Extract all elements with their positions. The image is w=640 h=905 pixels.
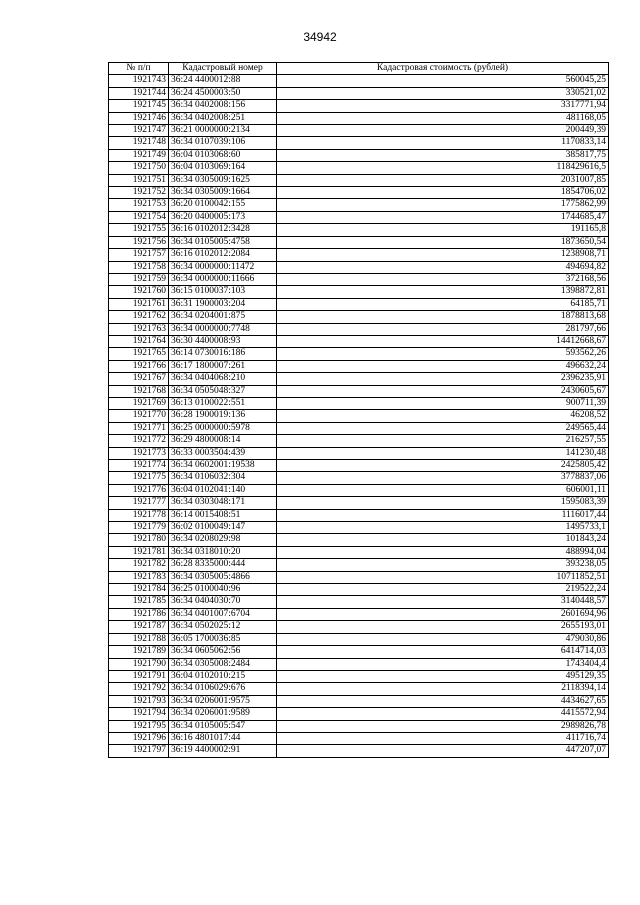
cadastral-number: 36:34 0305009:1664 — [169, 187, 277, 199]
cadastral-number: 36:34 0305005:4866 — [169, 571, 277, 583]
cadastral-number: 36:13 0100022:551 — [169, 397, 277, 409]
cadastral-value: 2118394,14 — [277, 683, 609, 695]
table-row — [109, 708, 609, 720]
table-row — [109, 410, 609, 422]
cadastral-value-table — [108, 62, 609, 758]
cadastral-value: 6414714,03 — [277, 646, 609, 658]
table-row — [109, 335, 609, 347]
table-row — [109, 249, 609, 261]
row-number: 1921766 — [109, 360, 169, 372]
cadastral-number: 36:34 0502025:12 — [169, 621, 277, 633]
row-number: 1921762 — [109, 311, 169, 323]
cadastral-number: 36:17 1800007:261 — [169, 360, 277, 372]
table-row — [109, 596, 609, 608]
row-number: 1921783 — [109, 571, 169, 583]
cadastral-value: 1775862,99 — [277, 199, 609, 211]
row-number: 1921743 — [109, 75, 169, 87]
row-number: 1921745 — [109, 100, 169, 112]
cadastral-number: 36:34 0303048:171 — [169, 497, 277, 509]
cadastral-value: 191165,8 — [277, 224, 609, 236]
cadastral-number: 36:34 0402008:156 — [169, 100, 277, 112]
row-number: 1921791 — [109, 670, 169, 682]
table-row — [109, 460, 609, 472]
table-row — [109, 546, 609, 558]
cadastral-value: 141230,48 — [277, 447, 609, 459]
cadastral-number: 36:14 0015408:51 — [169, 509, 277, 521]
table-row — [109, 447, 609, 459]
cadastral-value: 481168,05 — [277, 112, 609, 124]
cadastral-number: 36:28 8335000:444 — [169, 559, 277, 571]
cadastral-number: 36:34 0106029:676 — [169, 683, 277, 695]
table-row — [109, 236, 609, 248]
cadastral-value: 14412668,67 — [277, 335, 609, 347]
cadastral-value: 606001,11 — [277, 484, 609, 496]
cadastral-value: 3317771,94 — [277, 100, 609, 112]
table-row — [109, 732, 609, 744]
table-row — [109, 100, 609, 112]
row-number: 1921769 — [109, 397, 169, 409]
row-number: 1921753 — [109, 199, 169, 211]
cadastral-value: 2396235,91 — [277, 373, 609, 385]
cadastral-number: 36:16 0102012:3428 — [169, 224, 277, 236]
cadastral-number: 36:02 0100049:147 — [169, 522, 277, 534]
table-row — [109, 522, 609, 534]
row-number: 1921786 — [109, 608, 169, 620]
table-row — [109, 534, 609, 546]
row-number: 1921749 — [109, 149, 169, 161]
cadastral-number: 36:34 0000000:11666 — [169, 273, 277, 285]
cadastral-value: 1744685,47 — [277, 211, 609, 223]
cadastral-value: 2655193,01 — [277, 621, 609, 633]
table-row — [109, 261, 609, 273]
cadastral-value: 560045,25 — [277, 75, 609, 87]
row-number: 1921760 — [109, 286, 169, 298]
cadastral-number: 36:34 0404068:210 — [169, 373, 277, 385]
cadastral-value: 216257,55 — [277, 435, 609, 447]
row-number: 1921795 — [109, 720, 169, 732]
table-row — [109, 646, 609, 658]
column-header-cadastral-value: Кадастровая стоимость (рублей) — [277, 63, 609, 75]
table-row — [109, 286, 609, 298]
row-number: 1921777 — [109, 497, 169, 509]
row-number: 1921746 — [109, 112, 169, 124]
cadastral-number: 36:21 0000000:2134 — [169, 125, 277, 137]
row-number: 1921781 — [109, 546, 169, 558]
cadastral-value: 1170833,14 — [277, 137, 609, 149]
row-number: 1921779 — [109, 522, 169, 534]
cadastral-value: 1116017,44 — [277, 509, 609, 521]
table-row — [109, 348, 609, 360]
row-number: 1921755 — [109, 224, 169, 236]
table-row — [109, 211, 609, 223]
cadastral-value: 385817,75 — [277, 149, 609, 161]
table-row — [109, 584, 609, 596]
cadastral-value: 2425805,42 — [277, 460, 609, 472]
cadastral-value: 1595083,39 — [277, 497, 609, 509]
cadastral-number: 36:28 1900019:136 — [169, 410, 277, 422]
table-row — [109, 422, 609, 434]
cadastral-number: 36:20 0400005:173 — [169, 211, 277, 223]
cadastral-number: 36:34 0505048:327 — [169, 385, 277, 397]
row-number: 1921792 — [109, 683, 169, 695]
table-row — [109, 87, 609, 99]
cadastral-number: 36:33 0003504:439 — [169, 447, 277, 459]
table-row — [109, 397, 609, 409]
cadastral-value: 2430605,67 — [277, 385, 609, 397]
row-number: 1921787 — [109, 621, 169, 633]
table-row — [109, 385, 609, 397]
cadastral-number: 36:34 0107039:106 — [169, 137, 277, 149]
row-number: 1921793 — [109, 695, 169, 707]
row-number: 1921776 — [109, 484, 169, 496]
cadastral-number: 36:04 0102010:215 — [169, 670, 277, 682]
row-number: 1921796 — [109, 732, 169, 744]
cadastral-number: 36:30 4400008:93 — [169, 335, 277, 347]
column-header-number: № п/п — [109, 63, 169, 75]
table-row — [109, 509, 609, 521]
row-number: 1921797 — [109, 745, 169, 757]
cadastral-number: 36:16 0102012:2084 — [169, 249, 277, 261]
table-row — [109, 224, 609, 236]
row-number: 1921758 — [109, 261, 169, 273]
cadastral-value: 1398872,81 — [277, 286, 609, 298]
table-row — [109, 484, 609, 496]
table-row — [109, 149, 609, 161]
table-row — [109, 137, 609, 149]
row-number: 1921773 — [109, 447, 169, 459]
cadastral-number: 36:04 0103068:60 — [169, 149, 277, 161]
table-row — [109, 658, 609, 670]
table-row — [109, 435, 609, 447]
cadastral-number: 36:34 0305009:1625 — [169, 174, 277, 186]
row-number: 1921788 — [109, 633, 169, 645]
cadastral-value: 101843,24 — [277, 534, 609, 546]
cadastral-number: 36:31 1900003:204 — [169, 298, 277, 310]
cadastral-value: 3140448,57 — [277, 596, 609, 608]
cadastral-value: 393238,05 — [277, 559, 609, 571]
cadastral-number: 36:19 4400002:91 — [169, 745, 277, 757]
cadastral-number: 36:29 4800008:14 — [169, 435, 277, 447]
cadastral-value: 2989826,78 — [277, 720, 609, 732]
cadastral-number: 36:34 0105005:547 — [169, 720, 277, 732]
table-row — [109, 373, 609, 385]
table-row — [109, 683, 609, 695]
table-row — [109, 187, 609, 199]
cadastral-number: 36:34 0206001:9589 — [169, 708, 277, 720]
row-number: 1921780 — [109, 534, 169, 546]
row-number: 1921759 — [109, 273, 169, 285]
cadastral-number: 36:24 4400012:88 — [169, 75, 277, 87]
table-row — [109, 75, 609, 87]
cadastral-number: 36:20 0100042:155 — [169, 199, 277, 211]
row-number: 1921752 — [109, 187, 169, 199]
cadastral-value: 200449,39 — [277, 125, 609, 137]
table-row — [109, 720, 609, 732]
row-number: 1921790 — [109, 658, 169, 670]
cadastral-value: 496632,24 — [277, 360, 609, 372]
cadastral-value: 447207,07 — [277, 745, 609, 757]
cadastral-value: 1743404,4 — [277, 658, 609, 670]
cadastral-value: 118429616,5 — [277, 162, 609, 174]
page-number: 34942 — [303, 30, 337, 44]
row-number: 1921756 — [109, 236, 169, 248]
table-row — [109, 112, 609, 124]
cadastral-number: 36:24 4500003:50 — [169, 87, 277, 99]
table-row — [109, 670, 609, 682]
cadastral-value: 900711,39 — [277, 397, 609, 409]
cadastral-value: 10711852,51 — [277, 571, 609, 583]
row-number: 1921747 — [109, 125, 169, 137]
table-row — [109, 559, 609, 571]
table-row — [109, 162, 609, 174]
row-number: 1921765 — [109, 348, 169, 360]
cadastral-number: 36:14 0730016:186 — [169, 348, 277, 360]
cadastral-value: 1238908,71 — [277, 249, 609, 261]
table-row — [109, 311, 609, 323]
row-number: 1921772 — [109, 435, 169, 447]
table-row — [109, 695, 609, 707]
table-row — [109, 298, 609, 310]
cadastral-number: 36:34 0402008:251 — [169, 112, 277, 124]
row-number: 1921789 — [109, 646, 169, 658]
cadastral-value: 4434627,65 — [277, 695, 609, 707]
cadastral-value: 3778837,06 — [277, 472, 609, 484]
row-number: 1921784 — [109, 584, 169, 596]
cadastral-value: 488994,04 — [277, 546, 609, 558]
cadastral-number: 36:34 0000000:7748 — [169, 323, 277, 335]
table-row — [109, 571, 609, 583]
cadastral-value: 1495733,1 — [277, 522, 609, 534]
row-number: 1921763 — [109, 323, 169, 335]
cadastral-number: 36:34 0404030:70 — [169, 596, 277, 608]
row-number: 1921744 — [109, 87, 169, 99]
cadastral-number: 36:16 4801017:44 — [169, 732, 277, 744]
table-row — [109, 360, 609, 372]
table-row — [109, 323, 609, 335]
cadastral-number: 36:34 0204001:875 — [169, 311, 277, 323]
table-row — [109, 273, 609, 285]
cadastral-value: 46208,52 — [277, 410, 609, 422]
cadastral-value: 593562,26 — [277, 348, 609, 360]
cadastral-value: 2031007,85 — [277, 174, 609, 186]
cadastral-value: 1854706,02 — [277, 187, 609, 199]
row-number: 1921751 — [109, 174, 169, 186]
cadastral-number: 36:34 0206001:9575 — [169, 695, 277, 707]
cadastral-value: 1873650,54 — [277, 236, 609, 248]
cadastral-value: 219522,24 — [277, 584, 609, 596]
cadastral-value: 281797,66 — [277, 323, 609, 335]
cadastral-number: 36:34 0401007:6704 — [169, 608, 277, 620]
cadastral-number: 36:05 1700036:85 — [169, 633, 277, 645]
row-number: 1921771 — [109, 422, 169, 434]
table-header-row — [109, 63, 609, 75]
table-row — [109, 199, 609, 211]
cadastral-value: 495129,35 — [277, 670, 609, 682]
row-number: 1921775 — [109, 472, 169, 484]
cadastral-value: 494694,82 — [277, 261, 609, 273]
row-number: 1921778 — [109, 509, 169, 521]
table-row — [109, 608, 609, 620]
cadastral-number: 36:34 0305008:2484 — [169, 658, 277, 670]
cadastral-number: 36:34 0208029:98 — [169, 534, 277, 546]
cadastral-value: 249565,44 — [277, 422, 609, 434]
row-number: 1921768 — [109, 385, 169, 397]
cadastral-value: 2601694,96 — [277, 608, 609, 620]
row-number: 1921785 — [109, 596, 169, 608]
column-header-cadastral-number: Кадастровый номер — [169, 63, 277, 75]
row-number: 1921764 — [109, 335, 169, 347]
table-row — [109, 745, 609, 757]
cadastral-number: 36:04 0103069:164 — [169, 162, 277, 174]
table-row — [109, 497, 609, 509]
cadastral-number: 36:04 0102041:140 — [169, 484, 277, 496]
cadastral-value: 411716,74 — [277, 732, 609, 744]
cadastral-number: 36:25 0000000:5978 — [169, 422, 277, 434]
table-row — [109, 633, 609, 645]
cadastral-value: 1878813,68 — [277, 311, 609, 323]
cadastral-value: 479030,86 — [277, 633, 609, 645]
cadastral-number: 36:34 0000000:11472 — [169, 261, 277, 273]
cadastral-value: 64185,71 — [277, 298, 609, 310]
row-number: 1921761 — [109, 298, 169, 310]
row-number: 1921774 — [109, 460, 169, 472]
cadastral-number: 36:34 0105005:4758 — [169, 236, 277, 248]
cadastral-number: 36:34 0602001:19538 — [169, 460, 277, 472]
row-number: 1921794 — [109, 708, 169, 720]
table-body — [109, 75, 609, 757]
cadastral-value: 372168,56 — [277, 273, 609, 285]
row-number: 1921750 — [109, 162, 169, 174]
cadastral-value: 4415572,94 — [277, 708, 609, 720]
row-number: 1921767 — [109, 373, 169, 385]
cadastral-number: 36:34 0605062:56 — [169, 646, 277, 658]
cadastral-value: 330521,02 — [277, 87, 609, 99]
cadastral-number: 36:34 0318010:20 — [169, 546, 277, 558]
row-number: 1921754 — [109, 211, 169, 223]
table-row — [109, 174, 609, 186]
cadastral-number: 36:15 0100037:103 — [169, 286, 277, 298]
table-row — [109, 125, 609, 137]
row-number: 1921770 — [109, 410, 169, 422]
row-number: 1921757 — [109, 249, 169, 261]
table-row — [109, 621, 609, 633]
row-number: 1921782 — [109, 559, 169, 571]
table-row — [109, 472, 609, 484]
row-number: 1921748 — [109, 137, 169, 149]
cadastral-number: 36:34 0106032:304 — [169, 472, 277, 484]
cadastral-number: 36:25 0100040:96 — [169, 584, 277, 596]
